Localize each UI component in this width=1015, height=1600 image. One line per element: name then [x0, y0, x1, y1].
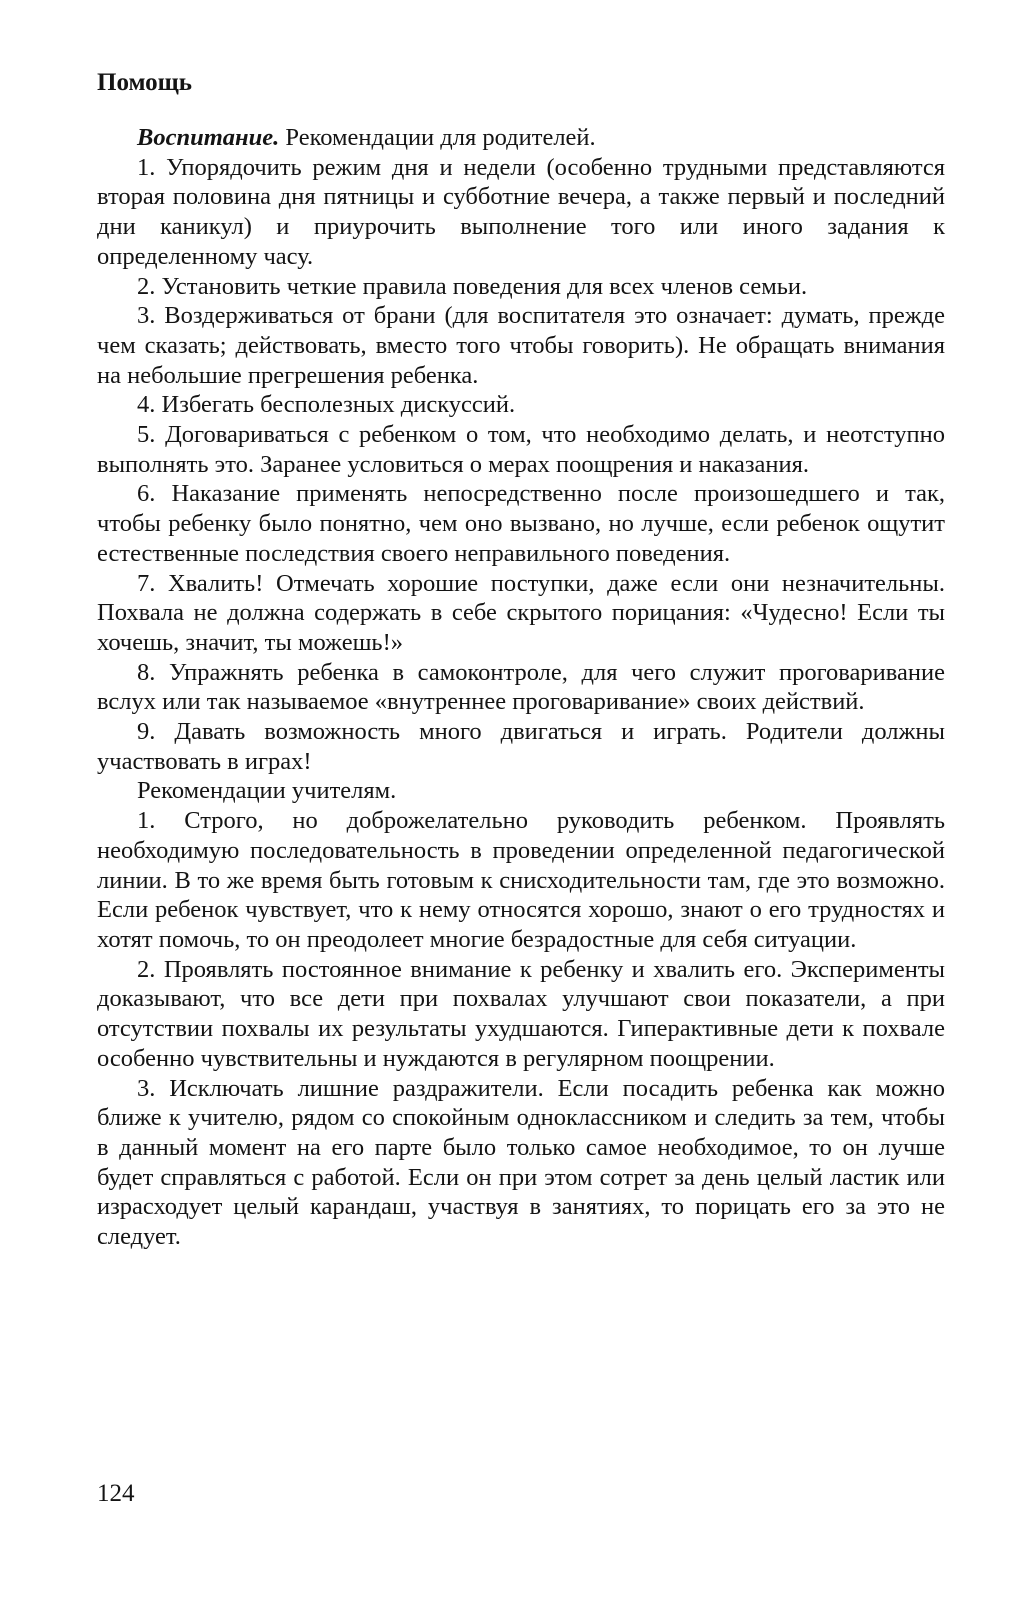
running-head: Помощь	[97, 69, 192, 96]
page-number: 124	[97, 1480, 135, 1507]
parent-recommendation-7: 7. Хвалить! Отмечать хорошие поступки, даже если они незначительны. Похвала не должна содержать в себе скрытого порицания: «Чудесно! Если ты хочешь, значит, ты можешь!»	[97, 569, 945, 656]
teachers-heading: Рекомендации учителям.	[137, 777, 397, 805]
parent-recommendation-5: 5. Договариваться с ребенком о том, что необходимо делать, и неотступно выполнять это. Заранее условиться о мерах поощрения и наказания.	[97, 421, 945, 478]
parent-recommendation-4: 4. Избегать бесполезных дискуссий.	[137, 391, 516, 419]
book-page	[97, 55, 945, 1252]
parent-recommendation-9: 9. Давать возможность много двигаться и играть. Родители должны участвовать в играх!	[97, 718, 945, 775]
section-heading	[97, 123, 945, 153]
teacher-recommendation-2: 2. Проявлять постоянное внимание к ребенку и хвалить его. Эксперименты доказывают, что все дети при похвалах улучшают свои показатели, а при отсутствии похвалы их результаты ухудшаются. Гиперактивные дети к похвале особенно чувствительны и нуждаются в регулярном поощрении.	[97, 955, 945, 1072]
parent-recommendation-3: 3. Воздерживаться от брани (для воспитателя это означает: думать, прежде чем сказать; действовать, вместо того чтобы говорить). Не обращать внимания на небольшие прегрешения ребенка.	[97, 302, 945, 389]
teacher-recommendation-3: 3. Исключать лишние раздражители. Если посадить ребенка как можно ближе к учителю, рядом со спокойным одноклассником и следить за тем, чтобы в данный момент на его парте было только самое необходимое, то он лучше будет справляться с работой. Если он при этом сотрет за день целый ластик или израсходует целый карандаш, участвуя в занятиях, то порицать его за это не следует.	[97, 1074, 945, 1251]
parent-recommendation-1: 1. Упорядочить режим дня и недели (особенно трудными представляются вторая половина дня пятницы и субботние вечера, а также первый и последний дни каникул) и приурочить выполнение того или иного задания к определенному часу.	[97, 153, 945, 270]
parent-recommendation-8: 8. Упражнять ребенка в самоконтроле, для чего служит проговаривание вслух или так называемое «внутреннее проговаривание» своих действий.	[97, 658, 945, 716]
section-title-italic: Воспитание.	[137, 124, 280, 151]
teacher-recommendation-1: 1. Строго, но доброжелательно руководить ребенком. Проявлять необходимую последовательность в проведении определенной педагогической линии. В то же время быть готовым к снисходительности там, где это возможно. Если ребенок чувствует, что к нему относятся хорошо, знают о его трудностях и хотят помочь, то он преодолеет многие безрадостные для себя ситуации.	[97, 807, 945, 953]
parent-recommendation-2: 2. Установить четкие правила поведения для всех членов семьи.	[137, 272, 808, 300]
parent-recommendation-6: 6. Наказание применять непосредственно после произошедшего и так, чтобы ребенку было понятно, чем оно вызвано, но лучше, если ребенок ощутит естественные последствия своего неправильного поведения.	[97, 480, 945, 567]
page-body	[97, 123, 945, 1252]
section-title-rest: Рекомендации для родителей.	[279, 124, 596, 151]
